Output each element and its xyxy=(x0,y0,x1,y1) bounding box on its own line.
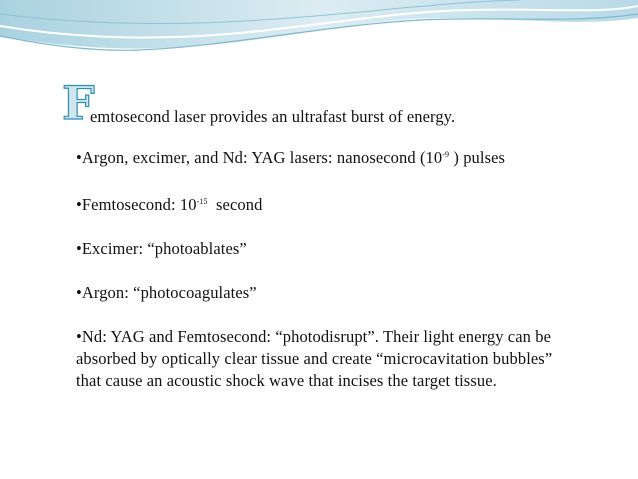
bullet-femto-text: •Femtosecond: 10 xyxy=(76,195,197,214)
bullet-ndyag: •Nd: YAG and Femtosecond: “photodisrupt”. Their light energy can be absorbed by optically clear tissue and create “microcavitation bubbles” that cause an acoustic shock wave that incises the target tissue. xyxy=(76,327,553,390)
header-wave-decoration xyxy=(0,0,638,70)
slide-body xyxy=(62,76,576,392)
bullet-femtosecond xyxy=(76,191,576,216)
bullet-argon: •Argon: “photocoagulates” xyxy=(76,283,257,302)
drop-cap-letter: F xyxy=(62,76,95,130)
bullet-lasers-text: •Argon, excimer, and Nd: YAG lasers: nanosecond (10 xyxy=(76,148,443,167)
bullet-lasers-exponent: -9 xyxy=(442,150,450,159)
bullet-femto-suffix: second xyxy=(216,195,263,214)
bullet-lasers-suffix: ) pulses xyxy=(453,148,506,167)
bullet-femto-exponent: -15 xyxy=(196,197,208,206)
bullet-lasers xyxy=(76,144,576,169)
intro-text: emtosecond laser provides an ultrafast burst of energy. xyxy=(90,107,456,126)
bullet-excimer: •Excimer: “photoablates” xyxy=(76,239,247,258)
intro-line xyxy=(62,76,576,130)
